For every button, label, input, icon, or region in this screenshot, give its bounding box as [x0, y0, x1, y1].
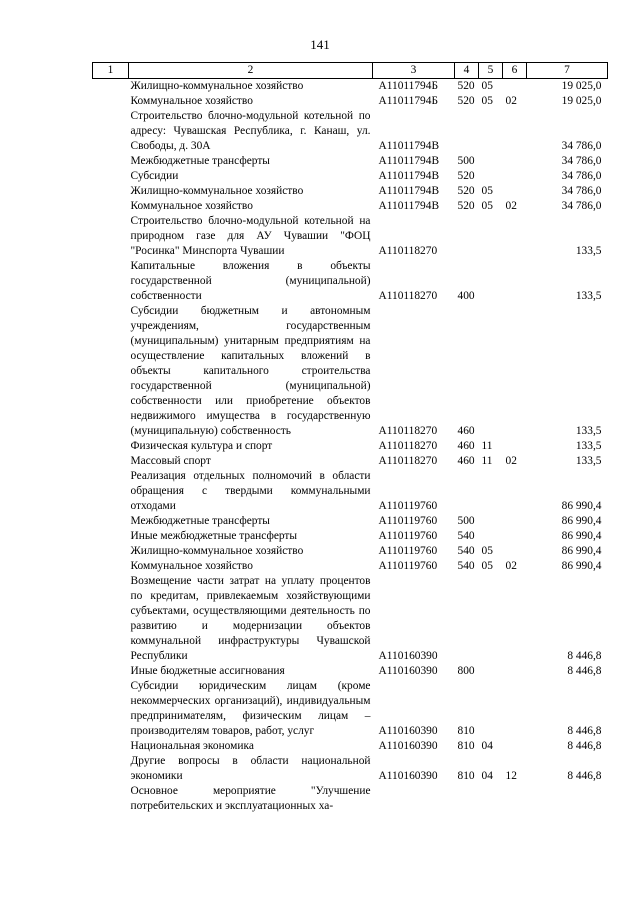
row-code: А110160390 — [378, 740, 438, 752]
table-row — [93, 259, 608, 304]
row-subsection-code — [503, 214, 527, 259]
row-name: Капитальные вложения в объекты государственной (муниципальной) собственности — [130, 260, 371, 302]
row-number-cell — [93, 439, 129, 454]
row-sum: 133,5 — [575, 455, 602, 467]
row-name: Другие вопросы в области национальной экономики — [130, 755, 371, 782]
row-code: А11011794В — [378, 185, 440, 197]
row-type-code: 540 — [457, 545, 475, 557]
row-subsection-code — [503, 739, 527, 754]
row-section-code — [479, 154, 503, 169]
row-section-code — [479, 529, 503, 544]
row-section-code: 11 — [481, 440, 493, 452]
row-type-code: 520 — [457, 185, 475, 197]
row-code: А11011794В — [378, 170, 440, 182]
row-name: Коммунальное хозяйство — [130, 560, 253, 572]
row-subsection-code — [503, 304, 527, 439]
row-type-code — [455, 574, 479, 664]
row-sum: 19 025,0 — [561, 95, 602, 107]
row-subsection-code — [503, 259, 527, 304]
row-section-code: 05 — [481, 185, 493, 197]
table-row — [93, 94, 608, 109]
row-number-cell — [93, 199, 129, 214]
row-type-code — [455, 109, 479, 154]
row-name: Жилищно-коммунальное хозяйство — [130, 185, 304, 197]
table-row — [93, 214, 608, 259]
row-subsection-code — [503, 514, 527, 529]
row-sum: 34 786,0 — [561, 140, 602, 152]
table-row — [93, 754, 608, 784]
column-header: 2 — [129, 63, 373, 79]
row-subsection-code — [503, 664, 527, 679]
row-section-code — [479, 664, 503, 679]
row-number-cell — [93, 514, 129, 529]
table-row — [93, 304, 608, 439]
row-number-cell — [93, 169, 129, 184]
column-header: 1 — [93, 63, 129, 79]
row-number-cell — [93, 559, 129, 574]
row-sum: 34 786,0 — [561, 155, 602, 167]
row-name: Возмещение части затрат на уплату процентов по кредитам, привлекаемым хозяйствующими субъектами, осуществляющими деятельность по развитию и модернизации объектов коммунальной инфраструктуры Чувашской Республики — [130, 575, 371, 662]
row-subsection-code — [503, 109, 527, 154]
row-code: А110118270 — [378, 440, 438, 452]
row-type-code: 800 — [457, 665, 475, 677]
row-type-code: 500 — [457, 155, 475, 167]
column-header: 3 — [373, 63, 455, 79]
row-code: А110119760 — [378, 500, 438, 512]
row-sum: 86 990,4 — [561, 515, 602, 527]
row-number-cell — [93, 184, 129, 199]
table-row — [93, 79, 608, 95]
row-code: А110118270 — [378, 425, 438, 437]
row-name: Строительство блочно-модульной котельной по адресу: Чувашская Республика, г. Канаш, ул. Свободы, д. 30А — [130, 110, 371, 152]
row-number-cell — [93, 469, 129, 514]
column-header: 6 — [503, 63, 527, 79]
row-number-cell — [93, 529, 129, 544]
row-section-code — [479, 109, 503, 154]
row-number-cell — [93, 754, 129, 784]
table-row — [93, 679, 608, 739]
row-subsection-code — [503, 169, 527, 184]
table-row — [93, 184, 608, 199]
row-code: А11011794В — [378, 140, 440, 152]
column-header: 5 — [479, 63, 503, 79]
table-row — [93, 784, 608, 814]
row-number-cell — [93, 79, 129, 95]
row-name: Реализация отдельных полномочий в области обращения с твердыми коммунальными отходами — [130, 470, 371, 512]
row-code: А110119760 — [378, 560, 438, 572]
row-section-code: 05 — [481, 80, 493, 92]
row-section-code — [479, 304, 503, 439]
row-number-cell — [93, 109, 129, 154]
row-code: А110118270 — [378, 290, 438, 302]
row-code: А11011794В — [378, 200, 440, 212]
row-type-code: 460 — [457, 455, 475, 467]
row-section-code: 04 — [481, 770, 493, 782]
row-type-code: 400 — [457, 290, 475, 302]
row-name: Иные межбюджетные трансферты — [130, 530, 298, 542]
table-row — [93, 739, 608, 754]
row-subsection-code: 02 — [505, 95, 517, 107]
row-name: Субсидии — [130, 170, 179, 182]
row-code: А110160390 — [378, 650, 438, 662]
row-subsection-code — [503, 784, 527, 814]
row-number-cell — [93, 544, 129, 559]
row-section-code: 11 — [481, 455, 493, 467]
row-name: Субсидии юридическим лицам (кроме некоммерческих организаций), индивидуальным предпринимателям, физическим лицам – производителям товаров, работ, услуг — [130, 680, 371, 737]
table-row — [93, 664, 608, 679]
table-row — [93, 109, 608, 154]
row-code: А110119760 — [378, 515, 438, 527]
row-subsection-code — [503, 679, 527, 739]
row-type-code: 810 — [457, 725, 475, 737]
table-row — [93, 154, 608, 169]
budget-table — [92, 62, 608, 814]
row-subsection-code: 02 — [505, 200, 517, 212]
table-row — [93, 454, 608, 469]
row-name: Жилищно-коммунальное хозяйство — [130, 80, 304, 92]
row-number-cell — [93, 664, 129, 679]
column-header: 7 — [527, 63, 608, 79]
row-sum: 133,5 — [575, 440, 602, 452]
row-section-code — [479, 169, 503, 184]
row-sum: 34 786,0 — [561, 170, 602, 182]
row-sum: 86 990,4 — [561, 545, 602, 557]
row-subsection-code — [503, 574, 527, 664]
row-code: А110160390 — [378, 665, 438, 677]
row-number-cell — [93, 94, 129, 109]
row-code: А110160390 — [378, 770, 438, 782]
row-subsection-code — [503, 469, 527, 514]
row-name: Физическая культура и спорт — [130, 440, 273, 452]
row-section-code — [479, 514, 503, 529]
row-name: Национальная экономика — [130, 740, 254, 752]
row-code: А11011794В — [378, 155, 440, 167]
row-number-cell — [93, 154, 129, 169]
row-type-code: 540 — [457, 560, 475, 572]
row-sum: 8 446,8 — [567, 725, 602, 737]
table-body — [93, 79, 608, 815]
row-section-code: 04 — [481, 740, 493, 752]
row-name: Жилищно-коммунальное хозяйство — [130, 545, 304, 557]
row-sum — [527, 784, 608, 814]
row-type-code: 520 — [457, 200, 475, 212]
row-number-cell — [93, 454, 129, 469]
row-number-cell — [93, 739, 129, 754]
row-subsection-code: 12 — [505, 770, 517, 782]
row-section-code — [479, 214, 503, 259]
row-sum: 8 446,8 — [567, 650, 602, 662]
table-row — [93, 544, 608, 559]
row-sum: 34 786,0 — [561, 185, 602, 197]
row-code — [373, 784, 455, 814]
row-section-code: 05 — [481, 560, 493, 572]
table-row — [93, 529, 608, 544]
row-sum: 86 990,4 — [561, 560, 602, 572]
row-sum: 34 786,0 — [561, 200, 602, 212]
page-number: 141 — [310, 37, 330, 52]
table-row — [93, 559, 608, 574]
row-number-cell — [93, 679, 129, 739]
row-sum: 86 990,4 — [561, 500, 602, 512]
row-sum: 8 446,8 — [567, 665, 602, 677]
row-number-cell — [93, 259, 129, 304]
row-name: Коммунальное хозяйство — [130, 95, 253, 107]
row-name: Массовый спорт — [130, 455, 211, 467]
table-row — [93, 574, 608, 664]
row-code: А110118270 — [378, 455, 438, 467]
row-type-code: 500 — [457, 515, 475, 527]
row-type-code: 520 — [457, 95, 475, 107]
row-subsection-code — [503, 184, 527, 199]
row-section-code — [479, 574, 503, 664]
table-row — [93, 439, 608, 454]
row-subsection-code — [503, 79, 527, 95]
row-code: А110119760 — [378, 530, 438, 542]
row-type-code — [455, 214, 479, 259]
row-section-code: 05 — [481, 545, 493, 557]
row-type-code: 460 — [457, 425, 475, 437]
row-name: Субсидии бюджетным и автономным учреждениям, государственным (муниципальным) унитарным предприятиям на осуществление капитальных вложений в объекты капитального строительства государственной (муниципальной) собственности или приобретение объектов недвижимого имущества в государственную (муниципальную) собственность — [130, 305, 371, 437]
row-type-code: 810 — [457, 740, 475, 752]
row-sum: 8 446,8 — [567, 770, 602, 782]
row-section-code — [479, 469, 503, 514]
row-subsection-code — [503, 529, 527, 544]
row-code: А110160390 — [378, 725, 438, 737]
row-subsection-code — [503, 439, 527, 454]
row-type-code: 520 — [457, 170, 475, 182]
row-name: Строительство блочно-модульной котельной на природном газе для АУ Чувашии "ФОЦ "Росинка" Минспорта Чувашии — [130, 215, 371, 257]
row-sum: 133,5 — [575, 425, 602, 437]
row-name: Основное мероприятие "Улучшение потребительских и эксплуатационных ха- — [130, 785, 371, 812]
row-subsection-code: 02 — [505, 560, 517, 572]
row-code: А110119760 — [378, 545, 438, 557]
row-subsection-code — [503, 154, 527, 169]
table-row — [93, 169, 608, 184]
row-code: А11011794Б — [378, 95, 438, 107]
table-row — [93, 469, 608, 514]
column-header: 4 — [455, 63, 479, 79]
row-type-code: 520 — [457, 80, 475, 92]
row-sum: 86 990,4 — [561, 530, 602, 542]
row-type-code: 540 — [457, 530, 475, 542]
row-type-code — [455, 469, 479, 514]
row-type-code: 460 — [457, 440, 475, 452]
row-number-cell — [93, 784, 129, 814]
row-name: Иные бюджетные ассигнования — [130, 665, 285, 677]
row-sum: 133,5 — [575, 245, 602, 257]
row-section-code: 05 — [481, 95, 493, 107]
row-code: А110118270 — [378, 245, 438, 257]
row-sum: 19 025,0 — [561, 80, 602, 92]
row-sum: 8 446,8 — [567, 740, 602, 752]
row-number-cell — [93, 574, 129, 664]
table-row — [93, 199, 608, 214]
row-section-code — [479, 679, 503, 739]
row-number-cell — [93, 304, 129, 439]
row-subsection-code: 02 — [505, 455, 517, 467]
row-sum: 133,5 — [575, 290, 602, 302]
row-name: Коммунальное хозяйство — [130, 200, 253, 212]
table-header-row — [93, 63, 608, 79]
row-section-code — [479, 259, 503, 304]
row-number-cell — [93, 214, 129, 259]
row-type-code — [455, 784, 479, 814]
row-name: Межбюджетные трансферты — [130, 515, 270, 527]
row-name: Межбюджетные трансферты — [130, 155, 270, 167]
row-code: А11011794Б — [378, 80, 438, 92]
row-section-code: 05 — [481, 200, 493, 212]
row-subsection-code — [503, 544, 527, 559]
row-section-code — [479, 784, 503, 814]
table-row — [93, 514, 608, 529]
row-type-code: 810 — [457, 770, 475, 782]
